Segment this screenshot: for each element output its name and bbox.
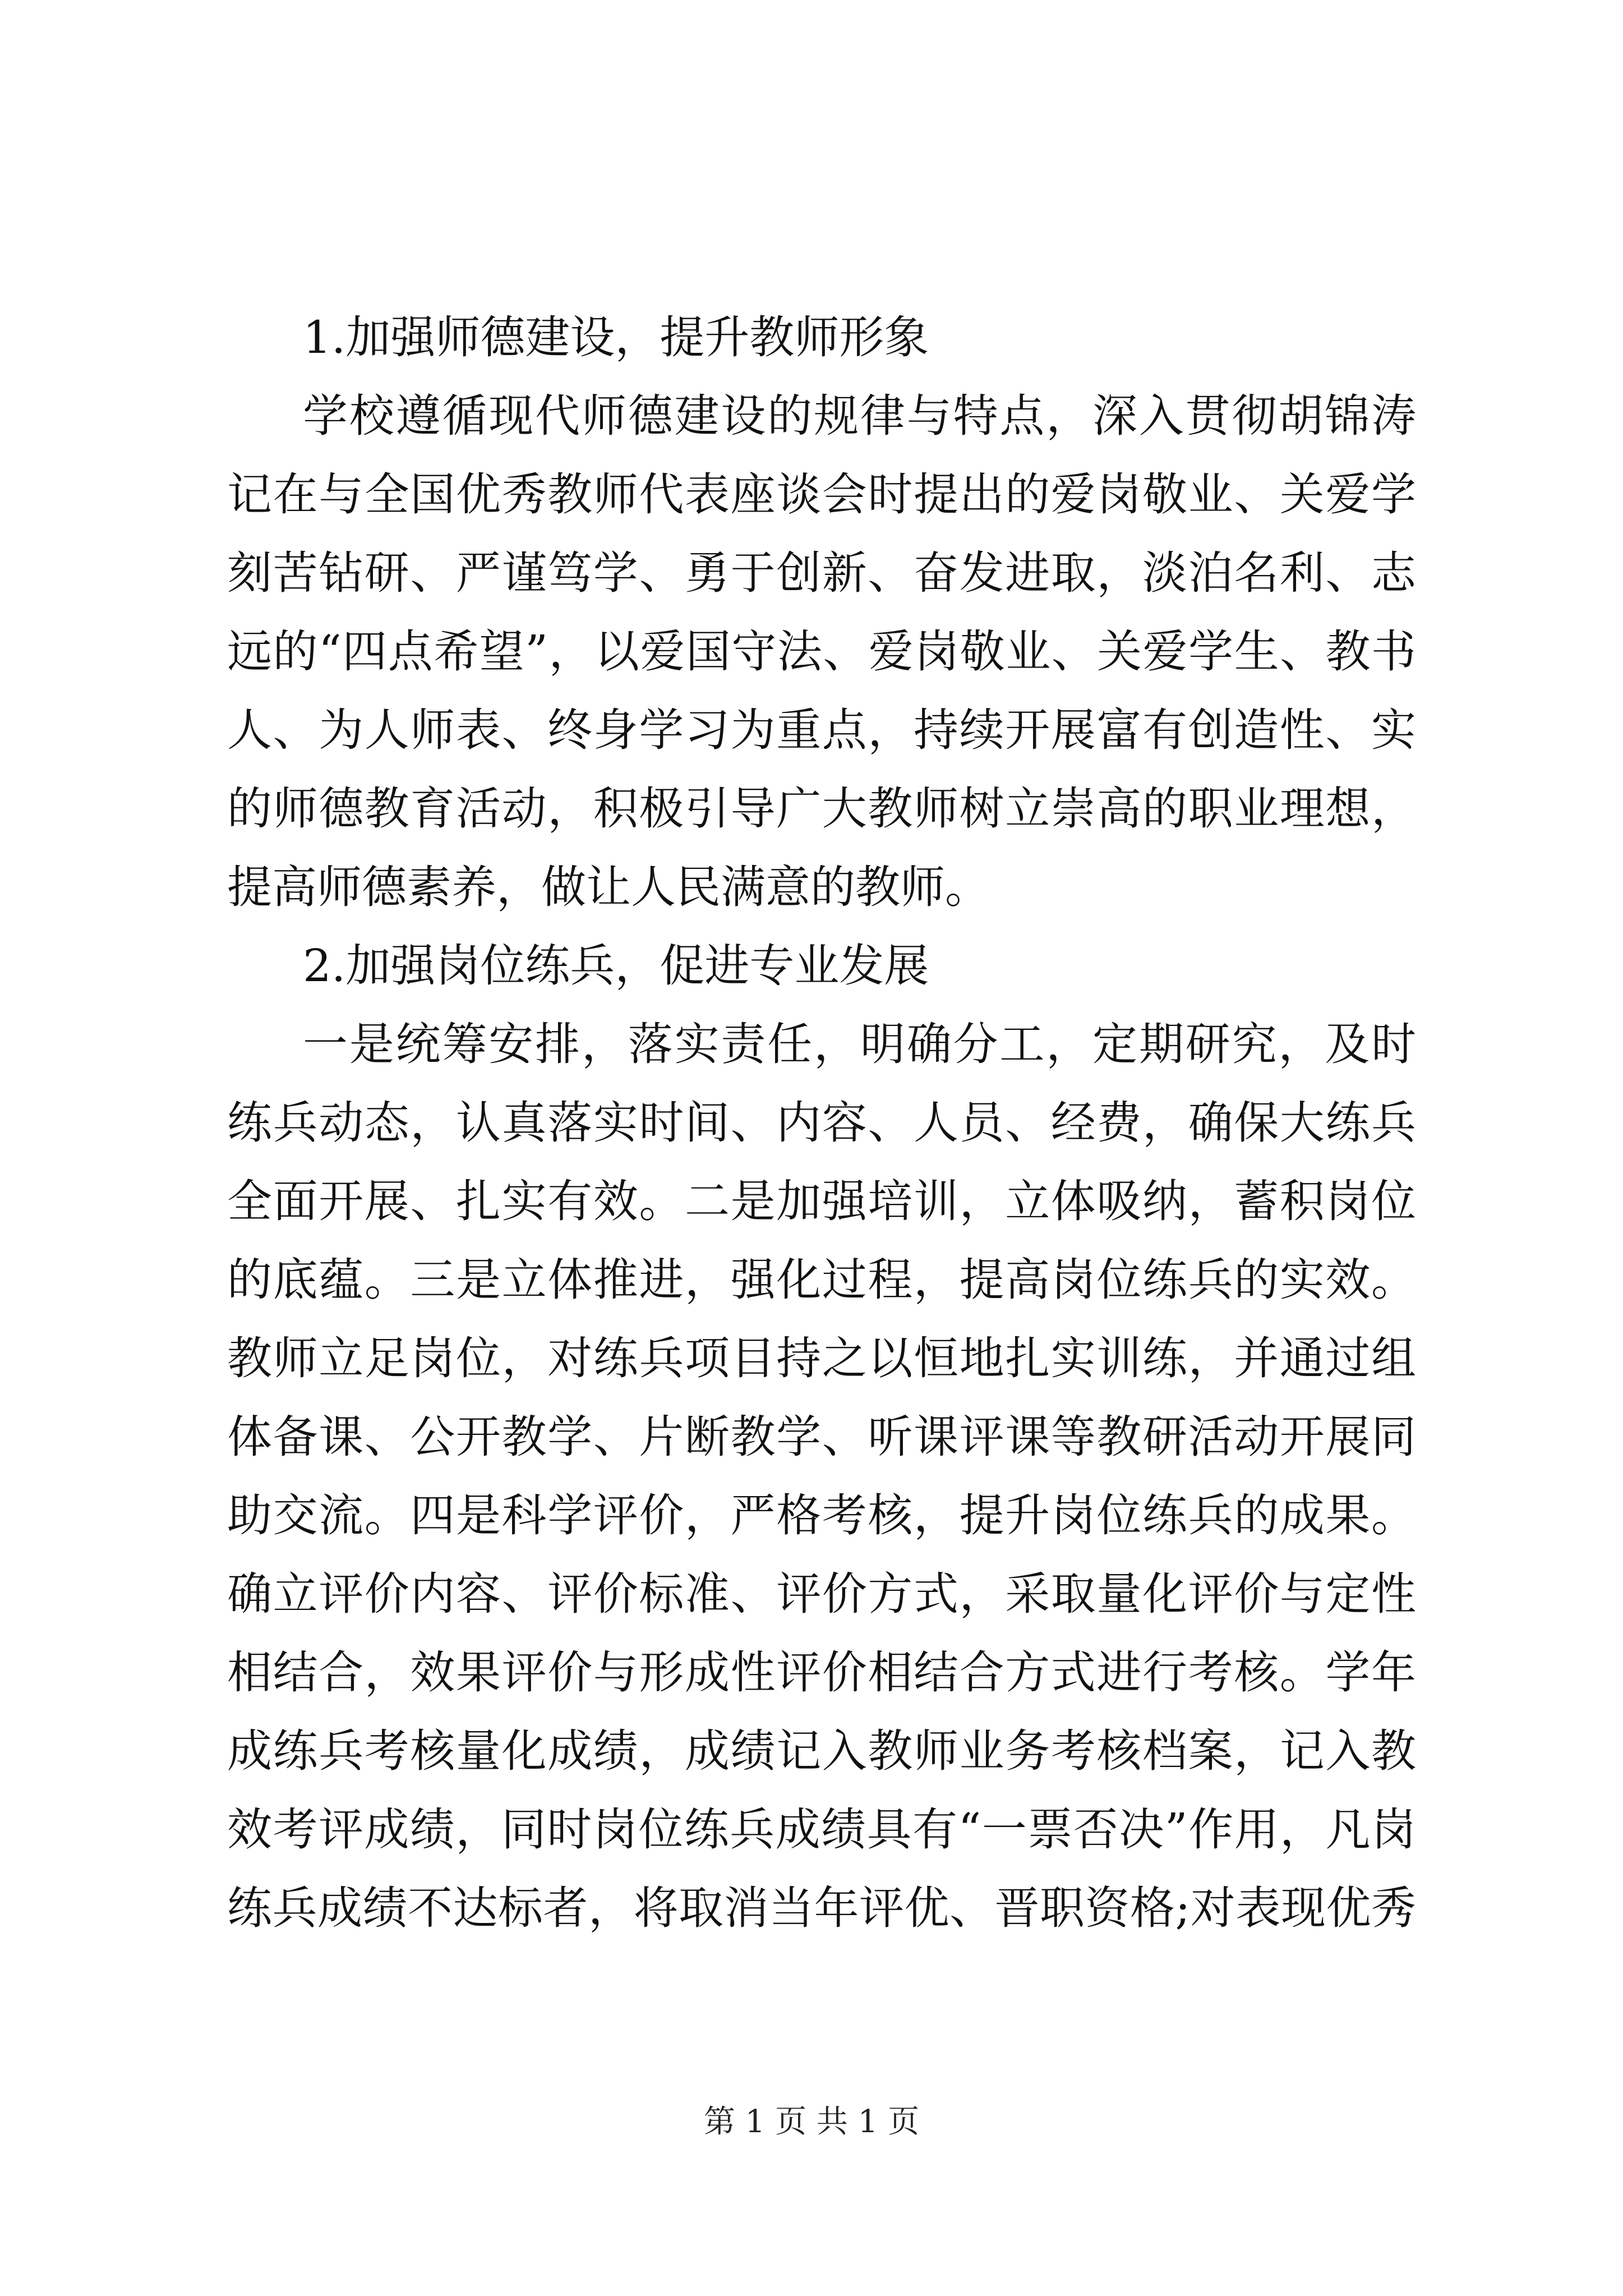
paragraph-2-line-8: 确立评价内容、评价标准、评价方式，采取量化评价与定性 — [227, 1568, 1416, 1620]
paragraph-2-line-5: 教师立足岗位，对练兵项目持之以恒地扎实训练，并通过组 — [227, 1332, 1416, 1384]
page-footer-page-number: 第 1 页 共 1 页 — [703, 2104, 920, 2140]
paragraph-2-line-1: 一是统筹安排，落实责任，明确分工，定期研究，及时 — [303, 1018, 1416, 1070]
paragraph-1-line-5: 人、为人师表、终身学习为重点，持续开展富有创造性、实 — [227, 704, 1416, 756]
paragraph-2-line-10: 成练兵考核量化成绩，成绩记入教师业务考核档案，记入教 — [227, 1725, 1416, 1777]
section-heading-1: 1.加强师德建设，提升教师形象 — [303, 311, 929, 364]
paragraph-1-line-4: 远的“四点希望”，以爱国守法、爱岗敬业、关爱学生、教书 — [227, 625, 1416, 678]
paragraph-2-line-6: 体备课、公开教学、片断教学、听课评课等教研活动开展同 — [227, 1411, 1416, 1463]
paragraph-1-line-6: 的师德教育活动，积极引导广大教师树立崇高的职业理想， — [227, 783, 1416, 835]
paragraph-2-line-7: 助交流。四是科学评价，严格考核，提升岗位练兵的成果。 — [227, 1489, 1416, 1542]
paragraph-2-line-11: 效考评成绩，同时岗位练兵成绩具有“一票否决”作用，凡岗 — [227, 1803, 1416, 1856]
paragraph-2-line-2: 练兵动态，认真落实时间、内容、人员、经费，确保大练兵 — [227, 1097, 1416, 1149]
paragraph-2-line-9: 相结合，效果评价与形成性评价相结合方式进行考核。学年 — [227, 1646, 1416, 1699]
paragraph-1-line-2: 记在与全国优秀教师代表座谈会时提出的爱岗敬业、关爱学 — [227, 468, 1416, 521]
paragraph-1-line-3: 刻苦钻研、严谨笃学、勇于创新、奋发进取，淡泊名利、志 — [227, 547, 1416, 599]
section-heading-2: 2.加强岗位练兵，促进专业发展 — [303, 940, 929, 992]
paragraph-2-line-3: 全面开展、扎实有效。二是加强培训，立体吸纳，蓄积岗位 — [227, 1175, 1416, 1227]
paragraph-2-line-12: 练兵成绩不达标者，将取消当年评优、晋职资格;对表现优秀 — [227, 1882, 1416, 1934]
paragraph-1-line-1: 学校遵循现代师德建设的规律与特点，深入贯彻胡锦涛 — [303, 390, 1416, 442]
paragraph-1-line-7: 提高师德素养，做让人民满意的教师。 — [227, 861, 990, 913]
paragraph-2-line-4: 的底蕴。三是立体推进，强化过程，提高岗位练兵的实效。 — [227, 1254, 1416, 1306]
